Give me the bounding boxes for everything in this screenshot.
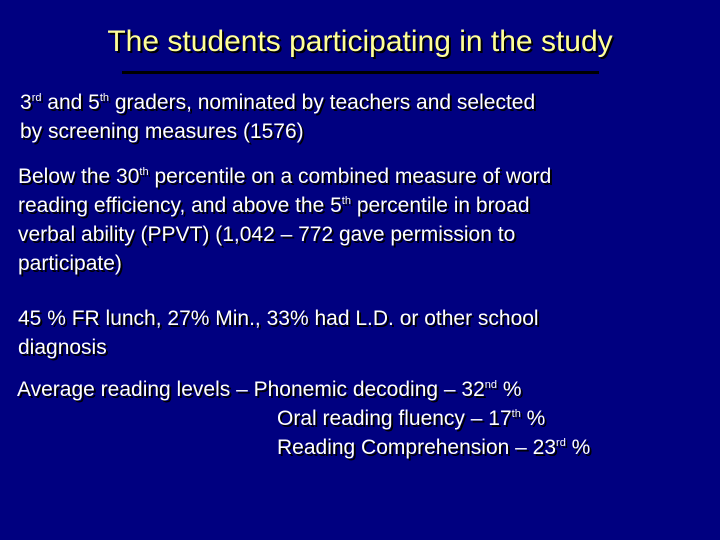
bullet-percentile-line-2 <box>18 191 708 220</box>
ordinal-suffix: nd <box>484 379 498 391</box>
bullet-demographics-line-1: 45 % FR lunch, 27% Min., 33% had L.D. or other school <box>18 307 539 330</box>
text-run: 3 <box>20 91 32 114</box>
reading-levels-fluency <box>44 404 707 433</box>
bullet-demographics <box>18 304 708 362</box>
text-run: reading efficiency, and above the 5 <box>18 194 342 217</box>
reading-levels-comprehension <box>44 433 707 462</box>
text-run: % <box>565 436 591 459</box>
bullet-graders-line-1 <box>20 88 710 117</box>
ordinal-suffix: rd <box>31 92 42 104</box>
text-run: Reading Comprehension – 23 <box>277 436 557 459</box>
bullet-percentile-line-1 <box>18 162 708 191</box>
bullet-percentile-line-4: participate) <box>18 252 122 275</box>
text-run: percentile on a combined measure of word <box>148 165 552 188</box>
ordinal-suffix: th <box>139 166 149 178</box>
text-run: Below the 30 <box>18 165 140 188</box>
text-run: and 5 <box>41 91 100 114</box>
bullet-percentile-line-3: verbal ability (PPVT) (1,042 – 772 gave permission to <box>18 223 516 246</box>
reading-levels-decoding <box>17 375 707 404</box>
text-run: % <box>520 407 546 430</box>
ordinal-suffix: th <box>511 408 521 420</box>
text-run: graders, nominated by teachers and selected <box>109 91 536 114</box>
text-run: Average reading levels – Phonemic decoding – 32 <box>17 378 485 401</box>
title-underline <box>122 71 599 74</box>
bullet-graders-line-2: by screening measures (1576) <box>20 120 304 143</box>
ordinal-suffix: th <box>99 92 110 104</box>
ordinal-suffix: rd <box>556 437 566 449</box>
text-run: Oral reading fluency – 17 <box>277 407 512 430</box>
bullet-percentile <box>18 162 708 278</box>
bullet-demographics-line-2: diagnosis <box>18 336 107 359</box>
text-run: percentile in broad <box>350 194 530 217</box>
ordinal-suffix: th <box>341 195 351 207</box>
slide-title: The students participating in the study <box>107 25 613 58</box>
bullet-graders <box>20 88 710 146</box>
bullet-reading-levels <box>17 375 707 462</box>
text-run: % <box>497 378 522 401</box>
